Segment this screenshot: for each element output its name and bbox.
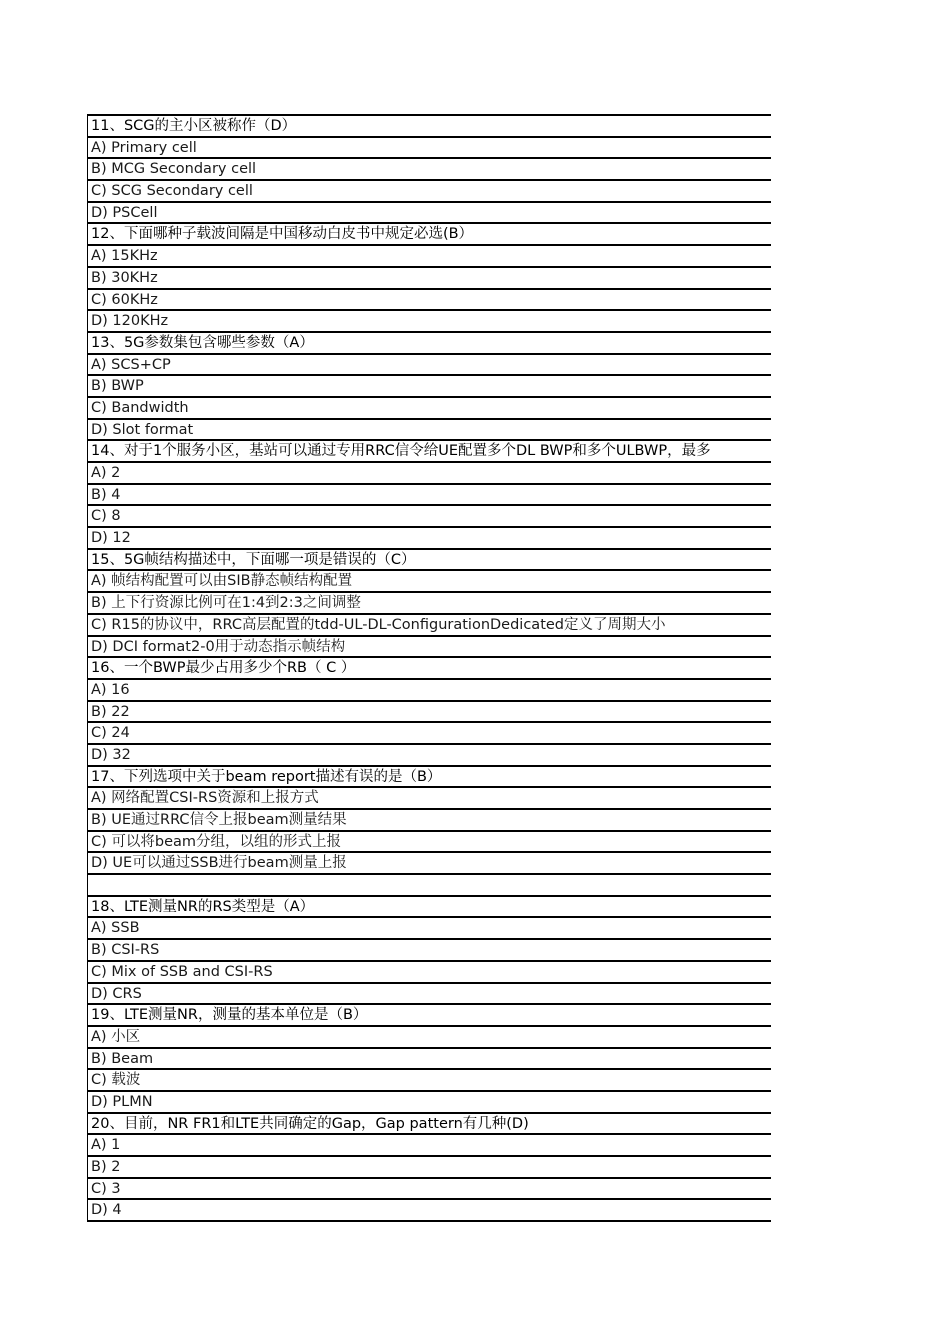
- option-row[interactable]: B) 上下行资源比例可在1:4到2:3之间调整: [88, 593, 771, 615]
- option-row[interactable]: A) 1: [88, 1135, 771, 1157]
- option-row[interactable]: B) MCG Secondary cell: [88, 159, 771, 181]
- option-row[interactable]: C) R15的协议中，RRC高层配置的tdd-UL-DL-ConfigurationDedicated定义了周期大小: [88, 615, 771, 637]
- question-row[interactable]: 20、目前，NR FR1和LTE共同确定的Gap，Gap pattern有几种(D): [88, 1114, 771, 1136]
- option-row[interactable]: D) CRS: [88, 984, 771, 1006]
- option-row[interactable]: D) DCI format2-0用于动态指示帧结构: [88, 637, 771, 659]
- question-row[interactable]: 15、5G帧结构描述中，下面哪一项是错误的（C）: [88, 550, 771, 572]
- option-row[interactable]: A) SCS+CP: [88, 355, 771, 377]
- option-row[interactable]: C) Bandwidth: [88, 398, 771, 420]
- option-row[interactable]: B) BWP: [88, 376, 771, 398]
- question-sheet: [87, 114, 771, 1222]
- question-row[interactable]: 18、LTE测量NR的RS类型是（A）: [88, 897, 771, 919]
- option-row[interactable]: D) UE可以通过SSB进行beam测量上报: [88, 853, 771, 875]
- question-row[interactable]: 11、SCG的主小区被称作（D）: [88, 116, 771, 138]
- option-row[interactable]: C) 60KHz: [88, 290, 771, 312]
- empty-row[interactable]: [88, 875, 771, 897]
- option-row[interactable]: C) 载波: [88, 1070, 771, 1092]
- option-row[interactable]: D) 120KHz: [88, 311, 771, 333]
- option-row[interactable]: B) 22: [88, 702, 771, 724]
- option-row[interactable]: B) 2: [88, 1157, 771, 1179]
- option-row[interactable]: D) 4: [88, 1200, 771, 1222]
- option-row[interactable]: D) 32: [88, 745, 771, 767]
- option-row[interactable]: A) 小区: [88, 1027, 771, 1049]
- option-row[interactable]: C) 24: [88, 723, 771, 745]
- option-row[interactable]: C) Mix of SSB and CSI-RS: [88, 962, 771, 984]
- option-row[interactable]: D) 12: [88, 528, 771, 550]
- option-row[interactable]: C) 8: [88, 506, 771, 528]
- option-row[interactable]: D) PSCell: [88, 203, 771, 225]
- option-row[interactable]: B) UE通过RRC信令上报beam测量结果: [88, 810, 771, 832]
- option-row[interactable]: C) SCG Secondary cell: [88, 181, 771, 203]
- option-row[interactable]: A) 15KHz: [88, 246, 771, 268]
- option-row[interactable]: A) 16: [88, 680, 771, 702]
- option-row[interactable]: A) Primary cell: [88, 138, 771, 160]
- option-row[interactable]: A) SSB: [88, 918, 771, 940]
- question-row[interactable]: 16、一个BWP最少占用多少个RB（ C ）: [88, 658, 771, 680]
- option-row[interactable]: A) 网络配置CSI-RS资源和上报方式: [88, 788, 771, 810]
- question-row[interactable]: 12、下面哪种子载波间隔是中国移动白皮书中规定必选(B）: [88, 224, 771, 246]
- option-row[interactable]: B) 30KHz: [88, 268, 771, 290]
- question-row[interactable]: 19、LTE测量NR，测量的基本单位是（B）: [88, 1005, 771, 1027]
- option-row[interactable]: C) 3: [88, 1179, 771, 1201]
- option-row[interactable]: D) PLMN: [88, 1092, 771, 1114]
- option-row[interactable]: D) Slot format: [88, 420, 771, 442]
- question-row[interactable]: 14、对于1个服务小区，基站可以通过专用RRC信令给UE配置多个DL BWP和多个ULBWP，最多: [88, 441, 771, 463]
- option-row[interactable]: C) 可以将beam分组，以组的形式上报: [88, 832, 771, 854]
- option-row[interactable]: A) 帧结构配置可以由SIB静态帧结构配置: [88, 571, 771, 593]
- option-row[interactable]: B) CSI-RS: [88, 940, 771, 962]
- question-row[interactable]: 13、5G参数集包含哪些参数（A）: [88, 333, 771, 355]
- question-row[interactable]: 17、下列选项中关于beam report描述有误的是（B）: [88, 767, 771, 789]
- option-row[interactable]: B) 4: [88, 485, 771, 507]
- option-row[interactable]: B) Beam: [88, 1049, 771, 1071]
- option-row[interactable]: A) 2: [88, 463, 771, 485]
